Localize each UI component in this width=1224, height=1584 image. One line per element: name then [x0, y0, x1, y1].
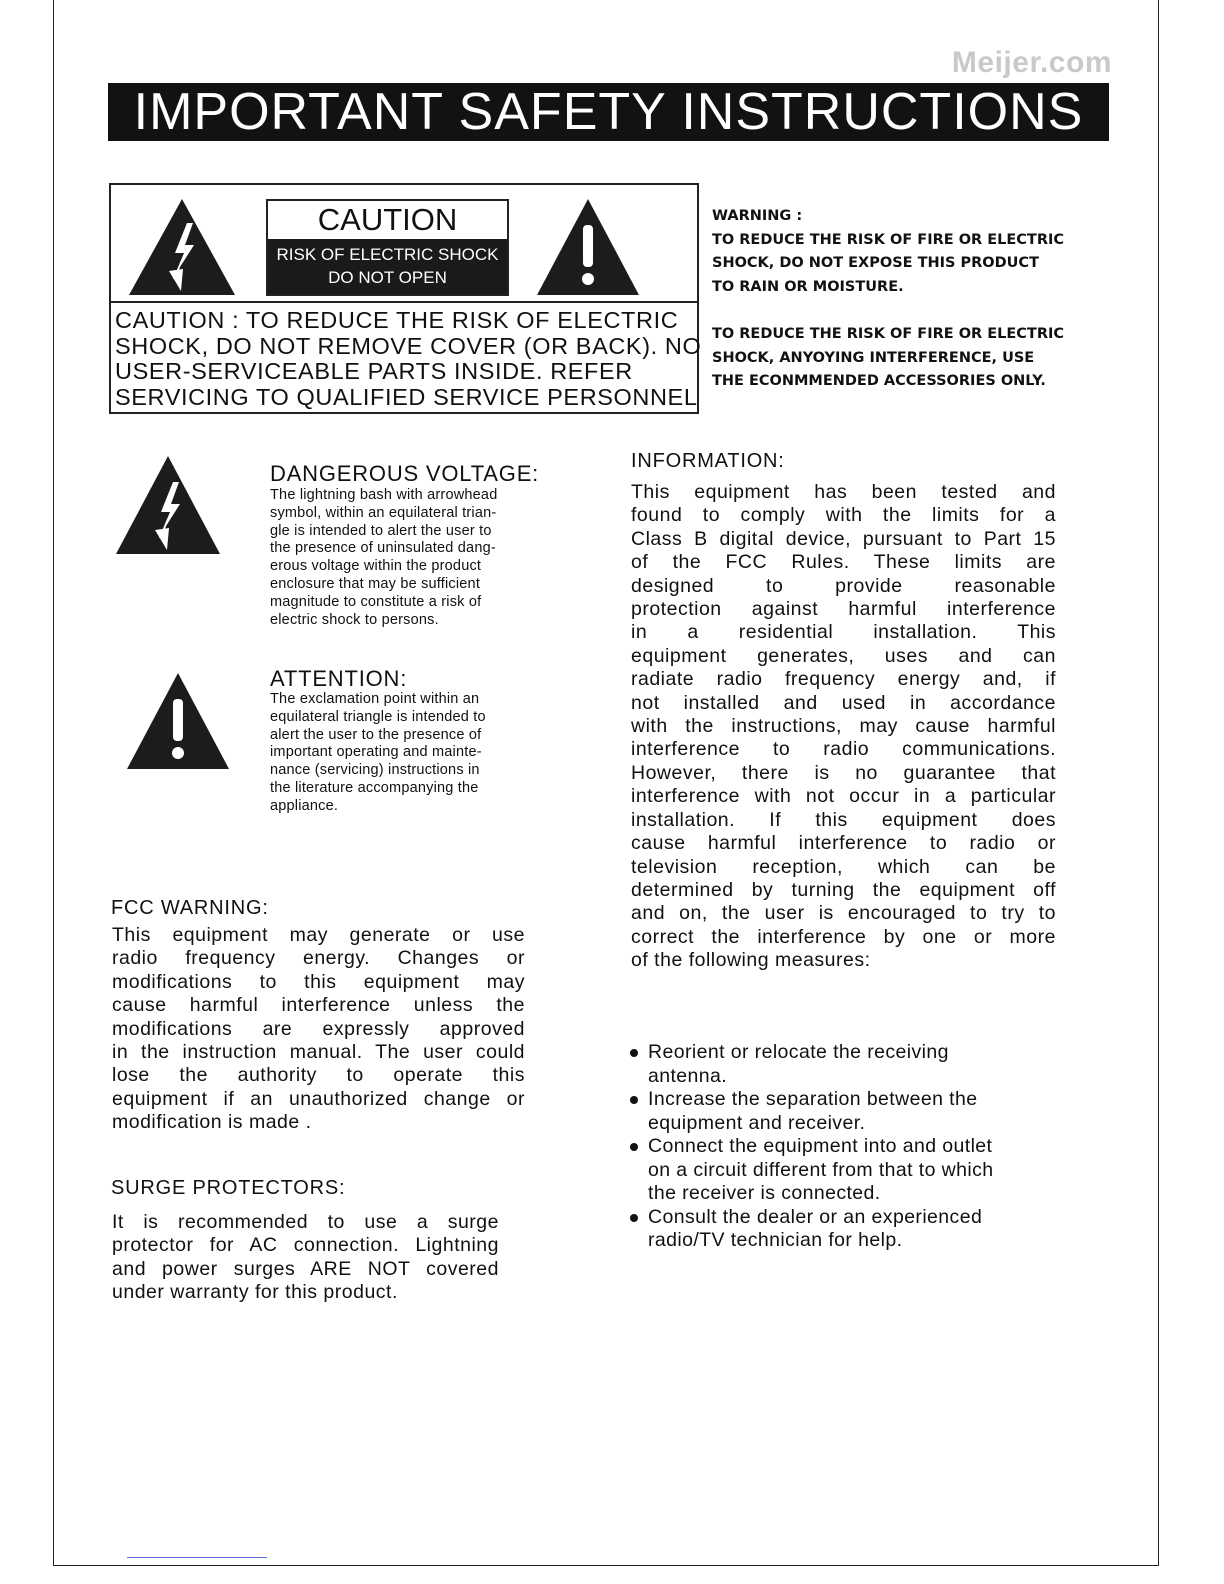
text-line: radio frequency energy. Changes or	[112, 947, 525, 970]
text-line: lose the authority to operate this	[112, 1064, 525, 1087]
text-line: electric shock to persons.	[270, 611, 439, 628]
warning-line: WARNING :	[712, 208, 803, 224]
information-text	[631, 481, 1056, 973]
fcc-warning-text	[112, 924, 525, 1135]
attention-heading: ATTENTION:	[270, 666, 408, 691]
text-line: It is recommended to use a surge	[112, 1211, 499, 1233]
warning-line: SHOCK, DO NOT EXPOSE THIS PRODUCT	[712, 255, 1039, 271]
exclamation-warning-icon	[537, 199, 639, 295]
caution-label-title: CAUTION	[317, 202, 458, 237]
list-item	[628, 1041, 1048, 1088]
text-line: The lightning bash with arrowhead	[270, 487, 498, 503]
text-line: Class B digital device, pursuant to Part 15	[631, 527, 1056, 550]
warning-line: TO RAIN OR MOISTURE.	[712, 278, 904, 295]
bullet-icon	[630, 1096, 638, 1104]
surge-protectors-heading: SURGE PROTECTORS:	[111, 1177, 346, 1199]
text-line: important operating and mainte-	[270, 744, 482, 761]
text-line: This equipment may generate or use	[112, 924, 525, 946]
caution-label-subtitle	[268, 239, 507, 294]
text-line: appliance.	[270, 797, 339, 814]
text-line: However, there is no guarantee that	[631, 761, 1056, 784]
text-line: in a residential installation. This	[631, 621, 1056, 644]
text-line: equipment and receiver.	[648, 1111, 866, 1134]
text-line: the receiver is connected.	[648, 1182, 881, 1204]
list-item	[628, 1135, 1048, 1206]
text-line: with the instructions, may cause harmful	[631, 715, 1056, 738]
warning-line: TO REDUCE THE RISK OF FIRE OR ELECTRIC	[712, 231, 1065, 248]
text-line: television reception, which can be	[631, 855, 1056, 878]
dangerous-voltage-text	[270, 487, 497, 629]
caution-text	[115, 308, 701, 410]
text-line: symbol, within an equilateral trian-	[270, 504, 497, 521]
text-line: radio/TV technician for help.	[648, 1229, 903, 1251]
text-line: Connect the equipment into and outlet	[648, 1135, 993, 1157]
caution-label	[266, 199, 509, 296]
bullet-icon	[630, 1214, 638, 1222]
list-item	[628, 1088, 1048, 1135]
lightning-warning-icon	[129, 199, 235, 295]
text-line: determined by turning the equipment off	[631, 878, 1056, 901]
caution-text-line: SERVICING TO QUALIFIED SERVICE PERSONNEL	[115, 383, 698, 410]
information-heading: INFORMATION:	[631, 450, 785, 472]
attention-text	[270, 691, 486, 816]
text-line: Consult the dealer or an experienced	[648, 1205, 983, 1228]
text-line: This equipment has been tested and	[631, 481, 1056, 503]
text-line: modifications to this equipment may	[112, 970, 525, 993]
caution-text-line: USER-SERVICEABLE PARTS INSIDE. REFER	[115, 358, 633, 384]
text-line: designed to provide reasonable	[631, 574, 1056, 597]
text-line: found to comply with the limits for a	[631, 504, 1056, 527]
watermark: Meijer.com	[951, 46, 1112, 79]
text-line: equipment generates, uses and can	[631, 644, 1056, 667]
bullet-icon	[630, 1143, 638, 1151]
dangerous-voltage-heading: DANGEROUS VOLTAGE:	[270, 461, 540, 486]
list-item	[628, 1206, 1048, 1253]
page-title	[108, 83, 1109, 141]
surge-protectors-text	[112, 1211, 499, 1305]
text-line: gle is intended to alert the user to	[270, 522, 492, 539]
text-line: nance (servicing) instructions in	[270, 762, 480, 779]
text-line: not installed and used in accordance	[631, 691, 1056, 714]
text-line: interference to radio communications.	[631, 738, 1056, 761]
text-line: interference with not occur in a particular	[631, 785, 1056, 808]
text-line: installation. If this equipment does	[631, 808, 1056, 831]
text-line: radiate radio frequency energy and, if	[631, 668, 1056, 691]
warning-block-2	[712, 323, 1064, 394]
caution-text-line: SHOCK, DO NOT REMOVE COVER (OR BACK). NO	[115, 332, 702, 359]
text-line: of the FCC Rules. These limits are	[631, 551, 1056, 574]
fcc-warning-heading: FCC WARNING:	[111, 897, 269, 919]
warning-line: SHOCK, ANYOYING INTERFERENCE, USE	[712, 349, 1035, 366]
text-line: The exclamation point within an	[270, 691, 480, 707]
text-line: and power surges ARE NOT covered	[112, 1257, 499, 1280]
caution-text-line: CAUTION : TO REDUCE THE RISK OF ELECTRIC	[115, 307, 679, 333]
caution-label-line: DO NOT OPEN	[328, 268, 447, 287]
text-line: alert the user to the presence of	[270, 726, 482, 743]
text-line: magnitude to constitute a risk of	[270, 593, 482, 610]
text-line: Reorient or relocate the receiving	[648, 1041, 949, 1063]
page-title-text: IMPORTANT SAFETY INSTRUCTIONS	[133, 83, 1084, 141]
caution-symbols-row	[111, 185, 697, 303]
dangerous-voltage-icon	[116, 456, 220, 554]
text-line: in the instruction manual. The user could	[112, 1041, 525, 1064]
warning-line: THE ECONMMENDED ACCESSORIES ONLY.	[712, 373, 1046, 389]
text-line: enclosure that may be sufficient	[270, 575, 481, 592]
footer-link-underline	[127, 1557, 267, 1558]
text-line: erous voltage within the product	[270, 558, 482, 575]
text-line: on a circuit different from that to which	[648, 1158, 994, 1181]
text-line: Increase the separation between the	[648, 1088, 978, 1110]
text-line: protector for AC connection. Lightning	[112, 1234, 499, 1257]
caution-box	[109, 183, 702, 414]
text-line: cause harmful interference to radio or	[631, 832, 1056, 855]
text-line: equipment if an unauthorized change or	[112, 1087, 525, 1110]
measures-list	[628, 1041, 1048, 1253]
text-line: and on, the user is encouraged to try to	[631, 902, 1056, 925]
warning-block-1	[712, 205, 1064, 299]
text-line: equilateral triangle is intended to	[270, 708, 486, 725]
text-line: correct the interference by one or more	[631, 925, 1056, 948]
text-line: modifications are expressly approved	[112, 1017, 525, 1040]
text-line: of the following measures:	[631, 949, 871, 972]
bullet-icon	[630, 1049, 638, 1057]
warning-line: TO REDUCE THE RISK OF FIRE OR ELECTRIC	[712, 326, 1065, 342]
attention-icon	[127, 673, 229, 769]
text-line: under warranty for this product.	[112, 1281, 398, 1304]
text-line: protection against harmful interference	[631, 598, 1056, 621]
text-line: cause harmful interference unless the	[112, 994, 525, 1017]
text-line: modification is made .	[112, 1111, 312, 1134]
text-line: the presence of uninsulated dang-	[270, 540, 496, 557]
text-line: the literature accompanying the	[270, 779, 479, 796]
text-line: antenna.	[648, 1064, 728, 1087]
caution-label-line: RISK OF ELECTRIC SHOCK	[276, 245, 499, 264]
